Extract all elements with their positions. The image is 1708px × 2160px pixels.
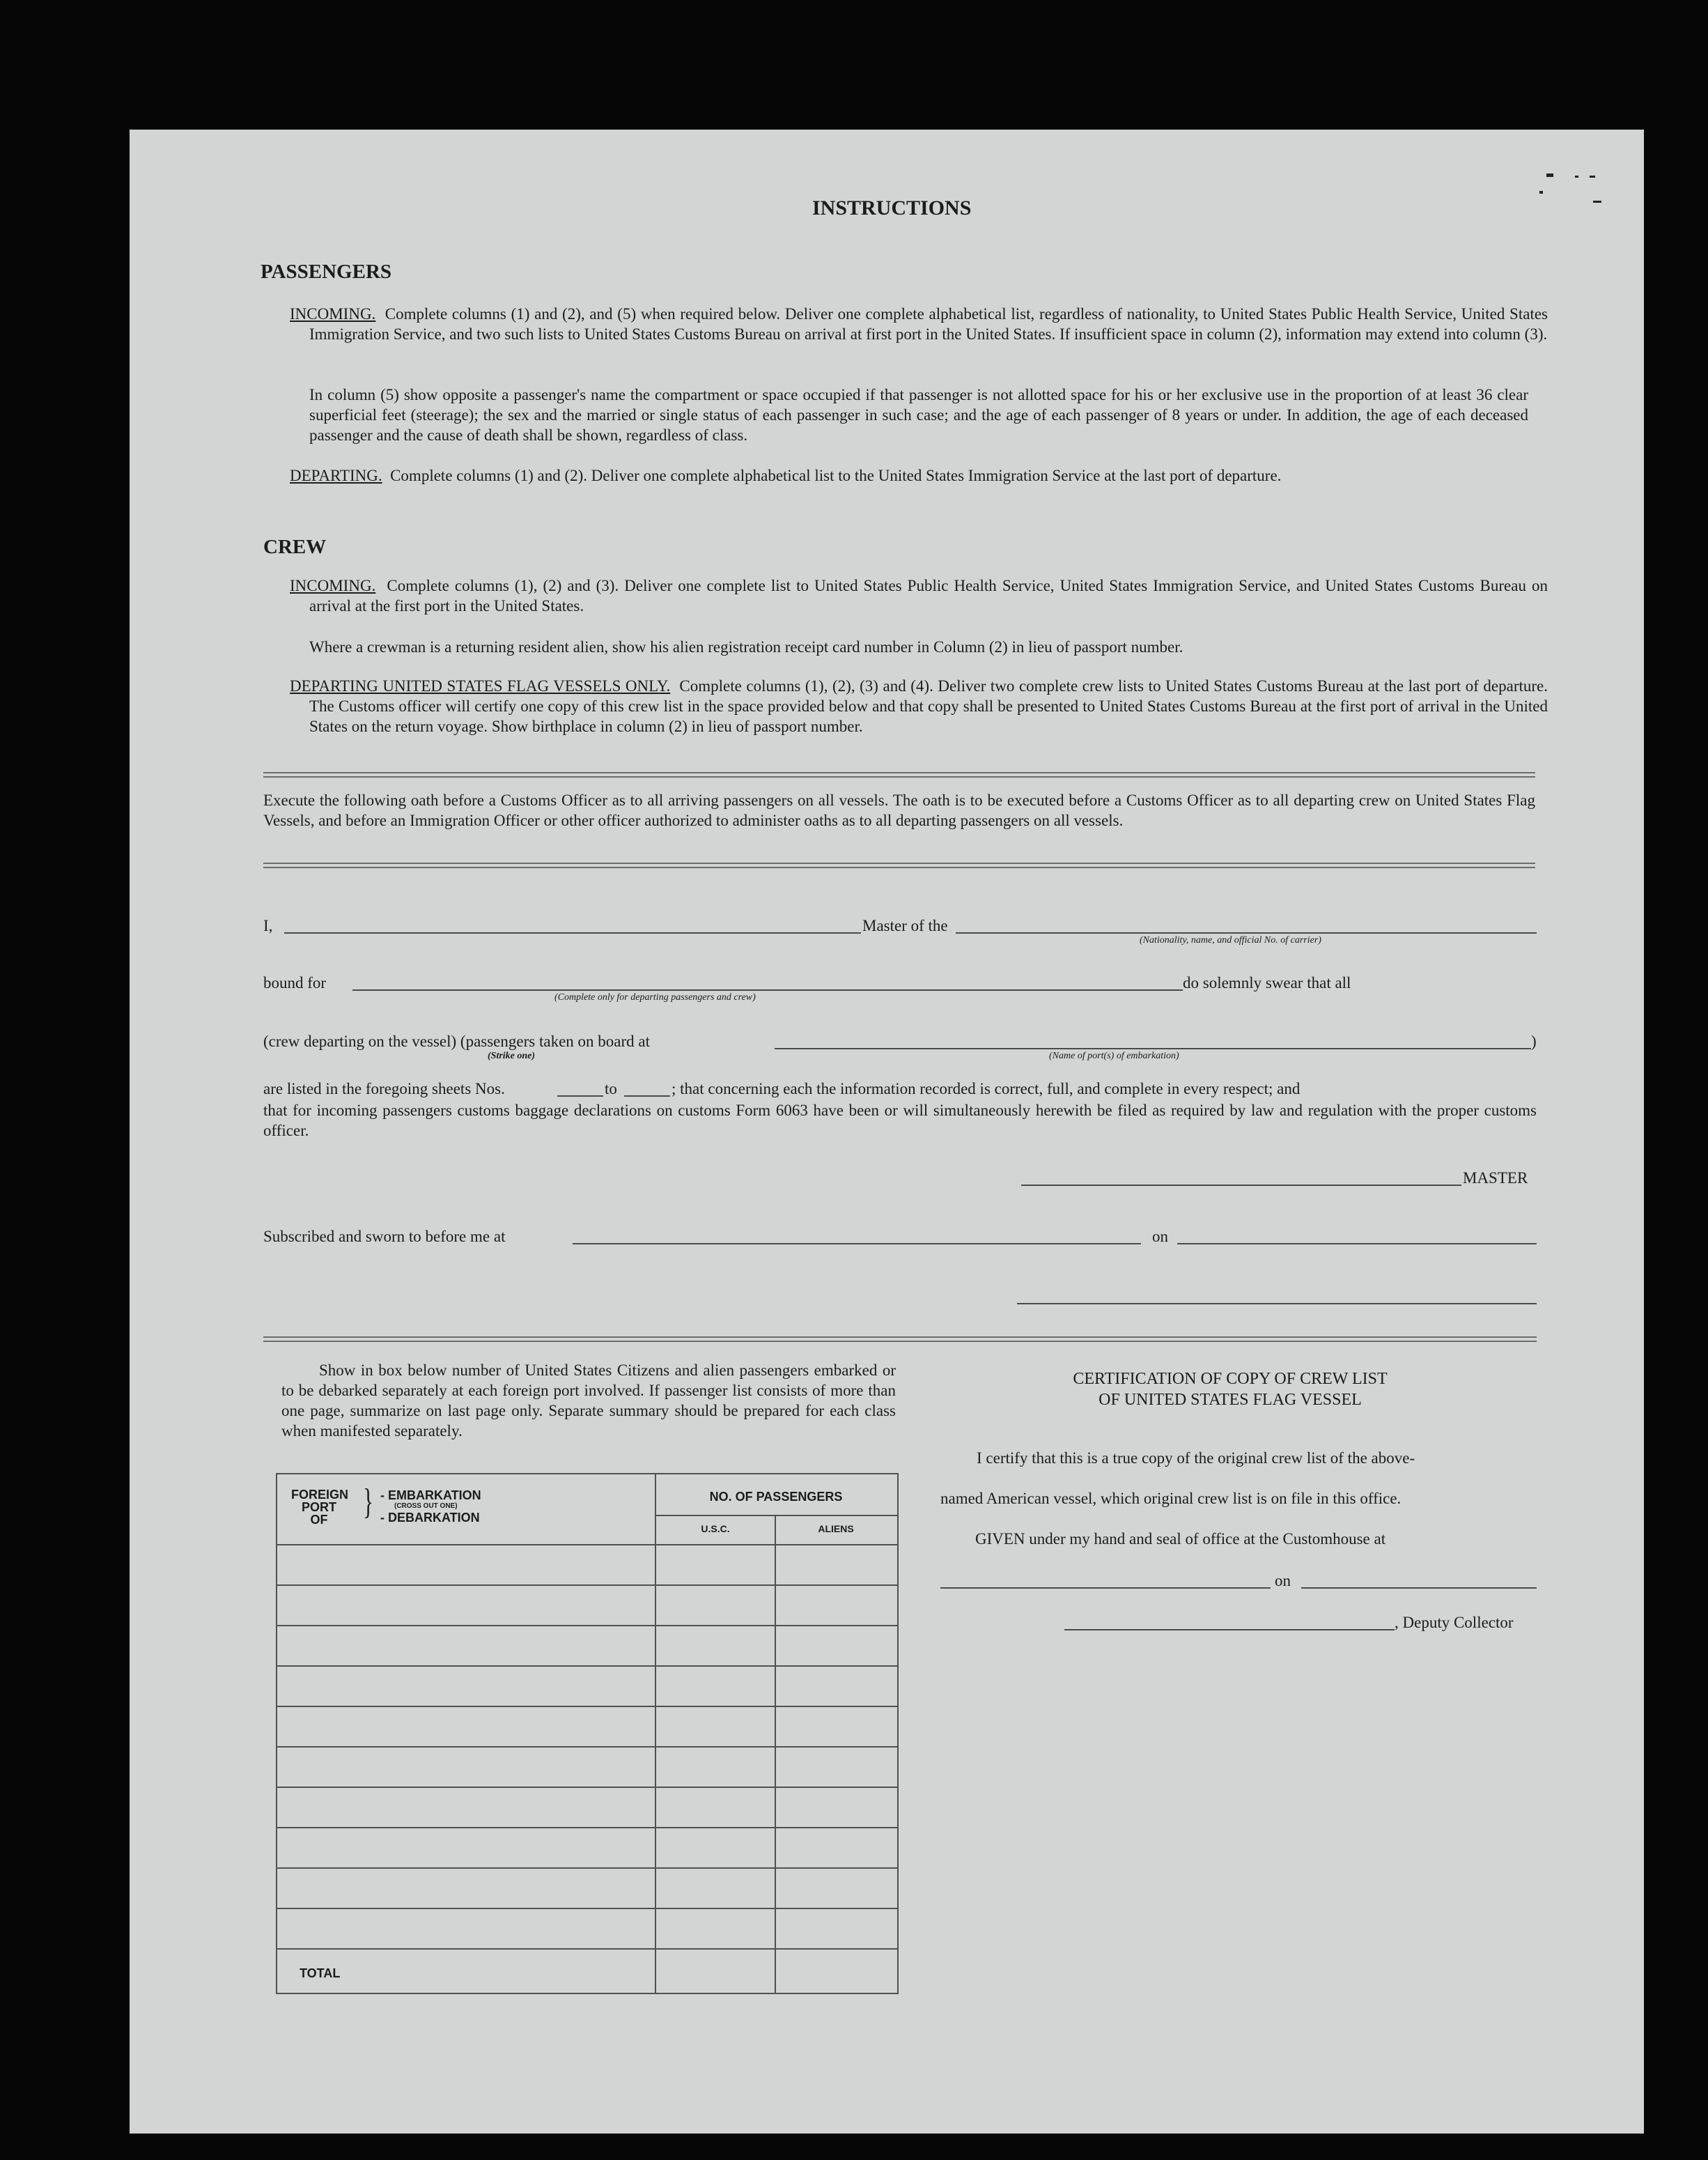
certification-title-line1: CERTIFICATION OF COPY OF CREW LIST (1073, 1370, 1388, 1388)
bound-for-caption: (Complete only for departing passengers and crew) (554, 992, 756, 1003)
page-title: INSTRUCTIONS (812, 196, 972, 219)
table-row[interactable] (276, 1746, 897, 1748)
master-name-field[interactable] (284, 932, 861, 934)
crew-departing-text: Complete columns (1), (2), (3) and (4). Deliver two complete crew lists to United States Customs Bureau at the last port of departure. The Customs officer will certify one copy of this crew list in the space provided below and that copy shall be presented to United States Customs Bureau at the first port of arrival in the United States on the return voyage. Show birthplace in column (2) in lieu of passport number. (309, 677, 1548, 735)
table-row[interactable] (276, 1867, 897, 1869)
table-row[interactable] (276, 1827, 897, 1828)
certification-title-line2: OF UNITED STATES FLAG VESSEL (1098, 1391, 1362, 1409)
to-label: to (605, 1080, 617, 1097)
passengers-incoming-instruction (290, 304, 1548, 344)
crew-departing-label: DEPARTING UNITED STATES FLAG VESSELS ONLY. (290, 677, 671, 695)
usc-header: U.S.C. (701, 1523, 730, 1534)
form-page (130, 130, 1644, 2134)
no-of-passengers-header: NO. OF PASSENGERS (709, 1490, 843, 1504)
cert-date-field[interactable] (1301, 1587, 1537, 1589)
cross-out-one-note: (CROSS OUT ONE) (394, 1502, 458, 1510)
table-divider (775, 1515, 776, 1993)
header-port: PORT (301, 1500, 336, 1514)
debarkation-header: - DEBARKATION (380, 1511, 480, 1525)
total-label: TOTAL (300, 1966, 341, 1980)
table-row[interactable] (276, 1706, 897, 1707)
embarkation-header: - EMBARKATION (380, 1488, 481, 1502)
incoming-text: Complete columns (1) and (2), and (5) when required below. Deliver one complete alphabetical list, regardless of nationality, to United States Public Health Service, United States Immigration Service, and two such lists to United States Customs Bureau on arrival at first port in the United States. If insufficient space in column (2), information may extend into column (3). (309, 305, 1548, 343)
table-row[interactable] (276, 1665, 897, 1667)
subscribed-date-field[interactable] (1177, 1243, 1537, 1244)
table-divider (655, 1473, 656, 1993)
speck-mark (1593, 201, 1601, 203)
strike-one-caption: (Strike one) (488, 1051, 536, 1061)
table-row[interactable] (276, 1787, 897, 1788)
certification-title (938, 1368, 1523, 1410)
sheets-from-field[interactable] (557, 1095, 603, 1097)
crew-incoming-instruction (290, 576, 1548, 616)
master-of-the-label: Master of the (862, 917, 948, 934)
certify-line1: I certify that this is a true copy of the original crew list of the above- (977, 1449, 1415, 1467)
certify-line2: named American vessel, which original crew list is on file in this office. (940, 1490, 1402, 1507)
master-label: MASTER (1463, 1169, 1528, 1187)
subscribed-label: Subscribed and sworn to before me at (263, 1228, 506, 1245)
summary-instruction: Show in box below number of United States Citizens and alien passengers embarked or to be debarked separately at each foreign port involved. If passenger list consists of more than one page, summarize on last page only. Separate summary should be prepared for each class when manifested separately. (281, 1361, 896, 1440)
master-signature-field[interactable] (1021, 1185, 1461, 1186)
passengers-heading: PASSENGERS (261, 261, 392, 283)
cert-on-label: on (1275, 1572, 1291, 1589)
customhouse-field[interactable] (940, 1587, 1271, 1589)
on-label: on (1152, 1228, 1168, 1245)
deputy-collector-label: , Deputy Collector (1395, 1614, 1514, 1631)
speck-mark (1575, 176, 1578, 178)
table-divider (655, 1515, 897, 1516)
crew-departing-instruction (290, 676, 1548, 736)
embarkation-caption: (Name of port(s) of embarkation) (1049, 1051, 1179, 1061)
departing-text: Complete columns (1) and (2). Deliver one complete alphabetical list to the United States Immigration Service at the last port of departure. (390, 467, 1282, 484)
crew-heading: CREW (263, 536, 327, 558)
oath-instruction: Execute the following oath before a Customs Officer as to all arriving passengers on all vessels. The oath is to be executed before a Customs Officer as to all departing crew on United States Flag Vessels, and before an Immigration Officer or other officer authorized to administer oaths as to all departing passengers on all vessels. (263, 792, 1535, 829)
bound-for-field[interactable] (352, 989, 1183, 991)
brace-icon: } (362, 1482, 373, 1522)
aliens-header: ALIENS (818, 1523, 854, 1534)
crew-incoming-text: Complete columns (1), (2) and (3). Deliver one complete list to United States Public Health Service, United States Immigration Service, and United States Customs Bureau on arrival at the first port in the United States. (309, 577, 1548, 615)
header-foreign: FOREIGN (291, 1488, 349, 1502)
officer-signature-field[interactable] (1017, 1303, 1537, 1304)
table-row[interactable] (276, 1948, 897, 1950)
passengers-column5-instruction: In column (5) show opposite a passenger's name the compartment or space occupied if that passenger is not allotted space for his or her exclusive use in the proportion of at least 36 clear superficial feet (steerage); the sex and the married or single status of each passenger in such case; and the age of each passenger of 8 years or under. In addition, the age of each deceased passenger and the cause of death shall be shown, regardless of class. (309, 386, 1528, 444)
table-divider (276, 1544, 897, 1545)
listed-text-2: ; that concerning each the information recorded is correct, full, and complete in every respect; and (671, 1080, 1301, 1097)
table-row[interactable] (276, 1625, 897, 1626)
speck-mark (1539, 191, 1543, 194)
listed-text-rest: that for incoming passengers customs baggage declarations on customs Form 6063 have been or will simultaneously herewith be filed as required by law and regulation with the proper customs officer. (263, 1102, 1537, 1139)
bound-for-label: bound for (263, 974, 327, 992)
passengers-departing-instruction (290, 465, 1548, 486)
header-of: OF (310, 1513, 328, 1527)
deputy-signature-field[interactable] (1064, 1629, 1395, 1630)
subscribed-place-field[interactable] (573, 1243, 1141, 1244)
divider (263, 1336, 1537, 1342)
given-text: GIVEN under my hand and seal of office at the Customhouse at (975, 1530, 1386, 1548)
passenger-summary-table (276, 1473, 899, 1994)
crew-resident-alien-note: Where a crewman is a returning resident alien, show his alien registration receipt card number in Column (2) in lieu of passport number. (309, 638, 1183, 656)
close-paren: ) (1531, 1033, 1537, 1050)
table-row[interactable] (276, 1584, 897, 1586)
oath-i: I, (263, 917, 273, 934)
table-row[interactable] (276, 1908, 897, 1909)
carrier-field[interactable] (956, 932, 1537, 934)
divider (263, 772, 1535, 778)
solemnly-swear-text: do solemnly swear that all (1183, 974, 1351, 992)
foreign-port-of-header (291, 1488, 347, 1526)
crew-incoming-label: INCOMING. (290, 577, 376, 594)
incoming-label: INCOMING. (290, 305, 376, 323)
crew-passengers-text: (crew departing on the vessel) (passengers taken on board at (263, 1033, 650, 1050)
embarkation-port-field[interactable] (775, 1048, 1531, 1049)
speck-mark (1590, 176, 1595, 178)
listed-text-1: are listed in the foregoing sheets Nos. (263, 1080, 505, 1097)
carrier-caption: (Nationality, name, and official No. of carrier) (1140, 935, 1321, 946)
sheets-to-field[interactable] (624, 1095, 670, 1097)
speck-mark (1546, 173, 1553, 177)
divider (263, 863, 1535, 868)
departing-label: DEPARTING. (290, 467, 382, 484)
